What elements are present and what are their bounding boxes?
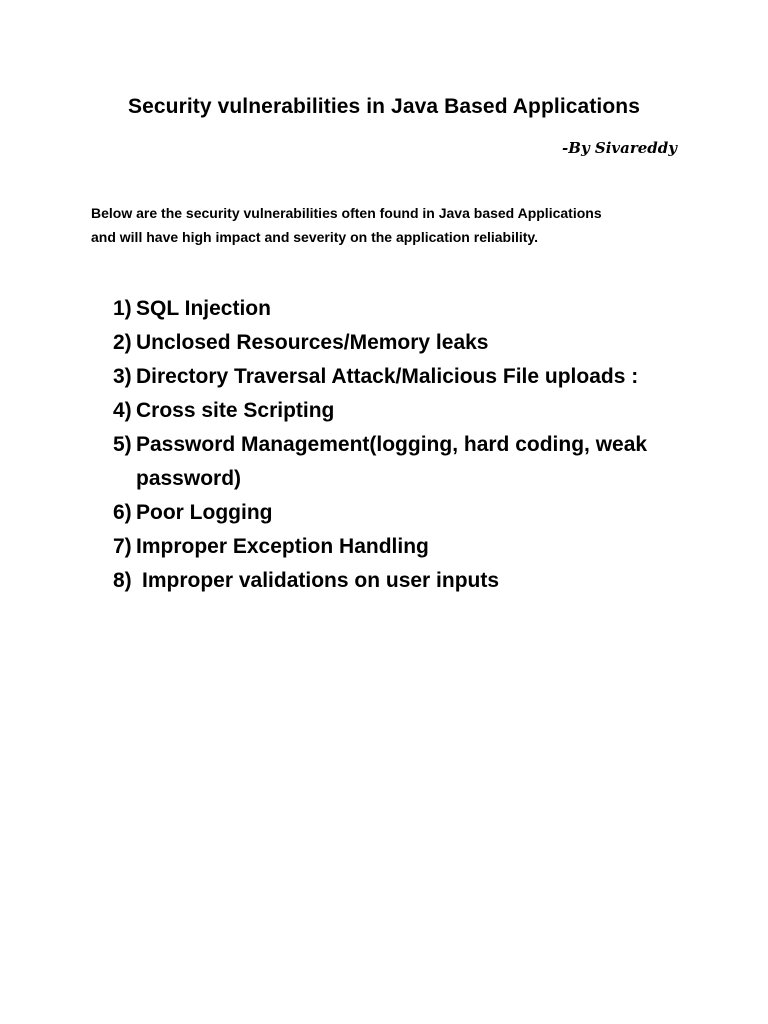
list-item (113, 292, 713, 326)
document-title: Security vulnerabilities in Java Based Applications (127, 95, 640, 118)
list-item-text: Improper validations on user inputs (142, 569, 500, 592)
list-item-number: 1) (113, 297, 132, 320)
list-item (113, 360, 713, 394)
list-item-text: Poor Logging (136, 501, 273, 524)
intro-line: and will have high impact and severity on the application reliability. (91, 229, 539, 245)
list-item-number: 3) (113, 365, 132, 388)
list-item-text: Password Management(logging, hard coding, weak password) (136, 433, 648, 490)
intro-line: Below are the security vulnerabilities often found in Java based Applications (91, 205, 602, 221)
list-item-number: 8) (113, 569, 132, 592)
author-byline: -By Sivareddy (562, 139, 677, 157)
list-item (113, 564, 713, 598)
list-item-text: SQL Injection (136, 297, 271, 320)
list-item-text: Improper Exception Handling (136, 535, 429, 558)
list-item (113, 428, 713, 496)
list-item-text: Directory Traversal Attack/Malicious File uploads : (136, 365, 639, 388)
list-item (113, 394, 713, 428)
vulnerability-list (113, 292, 713, 598)
intro-paragraph (91, 201, 691, 249)
list-item-number: 7) (113, 535, 132, 558)
list-item-number: 4) (113, 399, 132, 422)
list-item-number: 6) (113, 501, 132, 524)
list-item-text: Unclosed Resources/Memory leaks (136, 331, 489, 354)
list-item-text: Cross site Scripting (136, 399, 335, 422)
list-item (113, 496, 713, 530)
list-item-number: 5) (113, 433, 132, 456)
list-item (113, 326, 713, 360)
list-item (113, 530, 713, 564)
list-item-number: 2) (113, 331, 132, 354)
